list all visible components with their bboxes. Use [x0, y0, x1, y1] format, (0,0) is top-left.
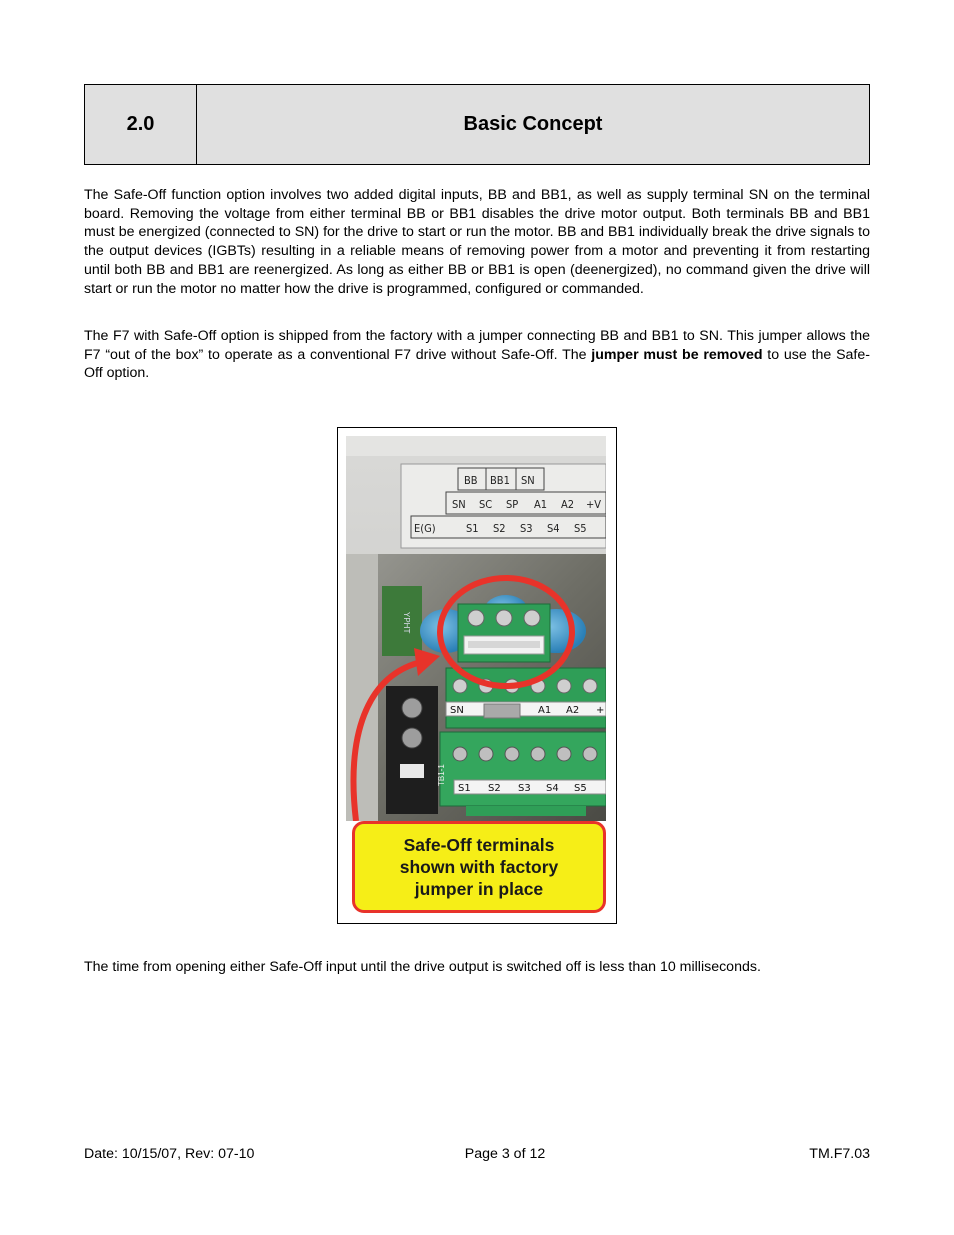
strip-lower-s5: S5: [574, 783, 587, 794]
label-mid-a1: A1: [534, 498, 548, 511]
label-mid-sn: SN: [452, 498, 466, 511]
label-bb: BB: [464, 474, 478, 487]
label-s4: S4: [547, 522, 560, 535]
label-eg: E(G): [414, 522, 436, 535]
strip-upper-a1: A1: [538, 705, 552, 716]
section-number: 2.0: [85, 85, 197, 164]
strip-lower-s2: S2: [488, 783, 501, 794]
strip-upper-plus: +: [596, 705, 605, 716]
terminal-photo-figure: [337, 427, 617, 924]
label-sn: SN: [521, 474, 535, 487]
strip-lower-s1: S1: [458, 783, 471, 794]
label-mid-sc: SC: [479, 498, 493, 511]
footer-page-number: Page 3 of 12: [464, 1146, 546, 1162]
strip-upper-sn: SN: [450, 705, 464, 716]
side-label: YPHT: [402, 612, 411, 634]
board-label: TB1-1: [437, 764, 446, 786]
label-s3: S3: [520, 522, 533, 535]
label-bb1: BB1: [490, 474, 510, 487]
paragraph-factory-jumper-text: The F7 with Safe-Off option is shipped from the factory with a jumper connecting BB and BB1 to SN. This jumper allows the F7 “out of the box” to operate as a conventional F7 drive without Safe-Off. The: [84, 328, 870, 363]
paragraph-switch-off-time: The time from opening either Safe-Off input until the drive output is switched off is less than 10 milliseconds.: [84, 959, 761, 975]
label-mid-sp: SP: [506, 498, 519, 511]
callout-text: Safe-Off terminals shown with factory jumper in place: [399, 835, 559, 899]
label-s2: S2: [493, 522, 506, 535]
footer-doc-id: TM.F7.03: [809, 1146, 870, 1162]
label-mid-a2: A2: [561, 498, 575, 511]
section-title: Basic Concept: [463, 113, 603, 135]
label-s1: S1: [466, 522, 479, 535]
strip-lower-s4: S4: [546, 783, 559, 794]
paragraph-factory-jumper-end: to use the Safe-Off option.: [84, 346, 870, 382]
footer-date: Date: 10/15/07, Rev: 07-10: [84, 1146, 255, 1162]
paragraph-factory-jumper-emphasis: jumper must be removed: [591, 346, 763, 363]
terminal-board-photo: [346, 436, 606, 821]
label-s5: S5: [574, 522, 587, 535]
paragraph-factory-jumper: [84, 327, 870, 383]
label-mid-v: +V: [586, 498, 602, 511]
strip-upper-a2: A2: [566, 705, 580, 716]
paragraph-safe-off-description: The Safe-Off function option involves two added digital inputs, BB and BB1, as well as supply terminal SN on the terminal board. Removing the voltage from either terminal BB or BB1 disables the drive motor output. Both terminals BB and BB1 must be energized (connected to SN) for the drive to start or run the motor. BB and BB1 individually break the drive signals to the output devices (IGBTs) resulting in a reliable means of removing power from a motor and preventing it from restarting until both BB and BB1 are reenergized. As long as either BB or BB1 is open (deenergized), no command given the drive will start or run the motor no matter how the drive is programmed, configured or commanded.: [84, 187, 870, 297]
callout-box: [352, 821, 606, 913]
section-header: [84, 84, 870, 165]
strip-lower-s3: S3: [518, 783, 531, 794]
